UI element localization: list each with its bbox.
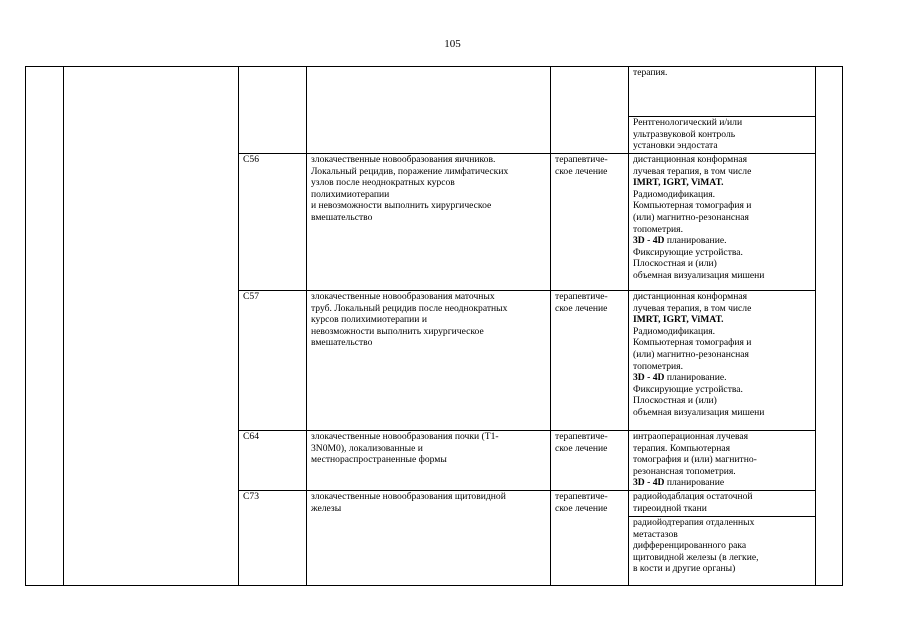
treatment-cell: терапевтиче- ское лечение bbox=[551, 431, 629, 491]
method-cell bbox=[629, 431, 816, 491]
table-row bbox=[26, 67, 843, 117]
empty-cell bbox=[26, 67, 64, 586]
method-bold-text: IMRT, IGRT, ViMAT. bbox=[633, 177, 724, 189]
treatment-cell: терапевтиче- ское лечение bbox=[551, 291, 629, 431]
icd-code-cell: C56 bbox=[239, 154, 307, 291]
empty-cell bbox=[64, 67, 239, 586]
method-bold-text: 3D - 4D bbox=[633, 372, 665, 384]
method-text: Радиомодификация. Компьютерная томография и (или) магнитно-резонансная топометрия. bbox=[633, 188, 752, 235]
empty-cell bbox=[307, 67, 551, 154]
method-text: планирование. Фиксирующие устройства. Плоскостная и (или) объемная визуализация мишени bbox=[633, 372, 765, 418]
method-cell: радиойодтерапия отдаленных метастазов дифференцированного рака щитовидной железы (в легкие, в кости и другие органы) bbox=[629, 517, 816, 586]
method-bold-text: 3D - 4D bbox=[633, 477, 665, 489]
method-text: дистанционная конформная лучевая терапия, в том числе bbox=[633, 291, 752, 314]
treatment-table bbox=[25, 66, 843, 586]
method-cell: терапия. bbox=[629, 67, 816, 117]
method-text: дистанционная конформная лучевая терапия, в том числе bbox=[633, 154, 752, 177]
icd-code-cell: C57 bbox=[239, 291, 307, 431]
method-text: интраоперационная лучевая терапия. Компьютерная томография и (или) магнитно- резонансная топометрия. bbox=[633, 431, 757, 477]
icd-code-cell: C64 bbox=[239, 431, 307, 491]
disease-cell: злокачественные новообразования маточных труб. Локальный рецидив после неоднократных курсов полихимиотерапии и невозможности выполнить хирургическое вмешательство bbox=[307, 291, 551, 431]
method-bold-text: 3D - 4D bbox=[633, 235, 665, 247]
method-cell: Рентгенологический и/или ультразвуковой контроль установки эндостата bbox=[629, 117, 816, 154]
disease-cell: злокачественные новообразования почки (T1- 3N0M0), локализованные и местнораспространенные формы bbox=[307, 431, 551, 491]
treatment-cell: терапевтиче- ское лечение bbox=[551, 154, 629, 291]
page-number: 105 bbox=[444, 38, 461, 50]
disease-cell: злокачественные новообразования яичников. Локальный рецидив, поражение лимфатических узлов после неоднократных курсов полихимиотерапии и невозможности выполнить хирургическое вмешательство bbox=[307, 154, 551, 291]
icd-code-cell: C73 bbox=[239, 491, 307, 586]
method-cell bbox=[629, 154, 816, 291]
method-text: планирование. Фиксирующие устройства. Плоскостная и (или) объемная визуализация мишени bbox=[633, 235, 765, 281]
treatment-cell: терапевтиче- ское лечение bbox=[551, 491, 629, 586]
empty-cell bbox=[239, 67, 307, 154]
method-text: Радиомодификация. Компьютерная томография и (или) магнитно-резонансная топометрия. bbox=[633, 325, 752, 372]
method-cell: радиойодаблация остаточной тиреоидной ткани bbox=[629, 491, 816, 517]
disease-cell: злокачественные новообразования щитовидной железы bbox=[307, 491, 551, 586]
empty-cell bbox=[551, 67, 629, 154]
method-cell bbox=[629, 291, 816, 431]
empty-cell bbox=[816, 67, 843, 586]
method-bold-text: IMRT, IGRT, ViMAT. bbox=[633, 314, 724, 326]
method-text: планирование bbox=[664, 477, 725, 489]
